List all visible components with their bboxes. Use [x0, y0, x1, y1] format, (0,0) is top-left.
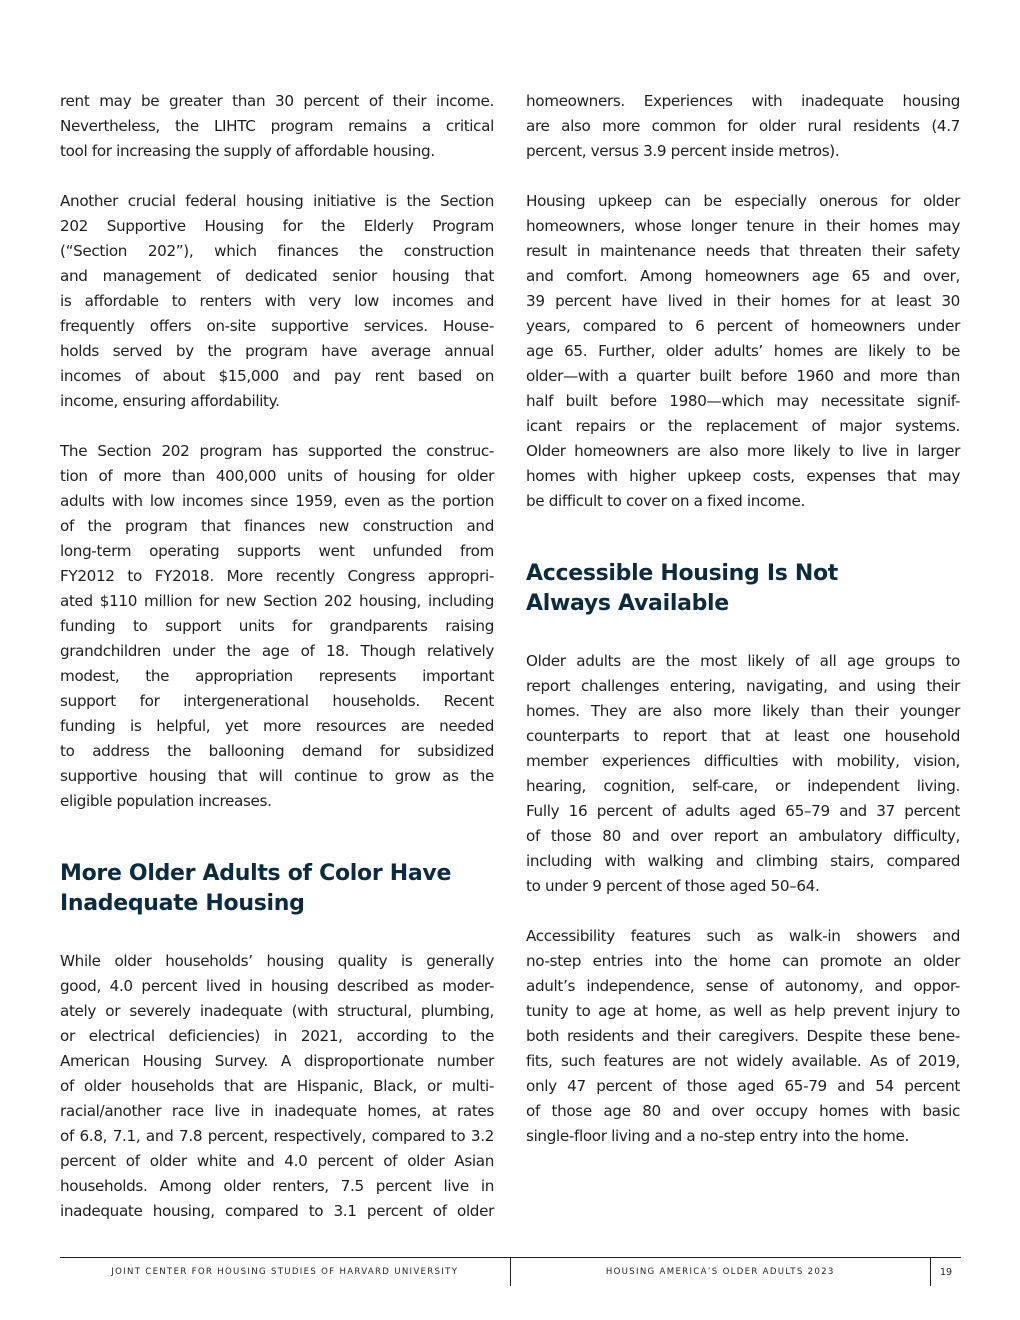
text-line: hearing, cognition, self-care, or independent living. [526, 777, 960, 795]
text-line: Older homeowners are also more likely to live in larger [526, 442, 960, 460]
section-heading-line: Always Available [526, 591, 729, 616]
text-line: good, 4.0 percent lived in housing described as moder- [60, 977, 494, 995]
paragraph-accessibility-challenges [526, 649, 960, 899]
text-line: fits, such features are not widely available. As of 2019, [526, 1052, 960, 1070]
text-line: homes. They are also more likely than their younger [526, 702, 960, 720]
text-line: and management of dedicated senior housing that [60, 267, 494, 285]
text-line: to under 9 percent of those aged 50–64. [526, 877, 820, 895]
text-line: Nevertheless, the LIHTC program remains a critical [60, 117, 494, 135]
text-line: While older households’ housing quality is generally [60, 952, 494, 970]
paragraph-section-202-history [60, 439, 494, 814]
text-line: modest, the appropriation represents important [60, 667, 494, 685]
text-line: of 6.8, 7.1, and 7.8 percent, respectively, compared to 3.2 [60, 1127, 494, 1145]
text-line: inadequate housing, compared to 3.1 percent of older [60, 1202, 494, 1220]
text-line: support for intergenerational households. Recent [60, 692, 494, 710]
text-line: holds served by the program have average annual [60, 342, 494, 360]
paragraph-housing-upkeep [526, 189, 960, 514]
text-line: homes with higher upkeep costs, expenses that may [526, 467, 960, 485]
text-line: Fully 16 percent of adults aged 65–79 and 37 percent [526, 802, 960, 820]
paragraph-inadequate-housing [60, 949, 494, 1224]
section-heading-line: Accessible Housing Is Not [526, 561, 839, 586]
text-line: eligible population increases. [60, 792, 272, 810]
text-line: incomes of about $15,000 and pay rent based on [60, 367, 494, 385]
text-line: of the program that finances new construction and [60, 517, 494, 535]
text-line: and comfort. Among homeowners age 65 and over, [526, 267, 960, 285]
text-line: years, compared to 6 percent of homeowners under [526, 317, 960, 335]
text-line: icant repairs or the replacement of major systems. [526, 417, 960, 435]
text-line: funding to support units for grandparents raising [60, 617, 494, 635]
text-line: member experiences difficulties with mobility, vision, [526, 752, 960, 770]
text-line: homeowners. Experiences with inadequate housing [526, 92, 960, 110]
text-line: 202 Supportive Housing for the Elderly Program [60, 217, 494, 235]
text-line: of those age 80 and over occupy homes with basic [526, 1102, 960, 1120]
right-column [526, 89, 960, 1174]
text-line: are also more common for older rural residents (4.7 [526, 117, 960, 135]
text-line: funding is helpful, yet more resources are needed [60, 717, 494, 735]
text-line: Accessibility features such as walk-in showers and [526, 927, 960, 945]
text-line: no-step entries into the home can promote an older [526, 952, 960, 970]
text-line: rent may be greater than 30 percent of their income. [60, 92, 494, 110]
paragraph-accessibility-features [526, 924, 960, 1149]
text-line: is affordable to renters with very low incomes and [60, 292, 494, 310]
page-footer [60, 1258, 961, 1286]
text-line: Housing upkeep can be especially onerous for older [526, 192, 960, 210]
text-line: households. Among older renters, 7.5 percent live in [60, 1177, 494, 1195]
text-line: homeowners, whose longer tenure in their homes may [526, 217, 960, 235]
text-line: or electrical deficiencies) in 2021, according to the [60, 1027, 494, 1045]
text-line: income, ensuring affordability. [60, 392, 280, 410]
paragraph-lihtc-conclusion [60, 89, 494, 164]
text-line: percent, versus 3.9 percent inside metros). [526, 142, 840, 160]
text-line: tion of more than 400,000 units of housing for older [60, 467, 494, 485]
text-line: tool for increasing the supply of affordable housing. [60, 142, 435, 160]
text-line: frequently offers on-site supportive services. House- [60, 317, 494, 335]
text-line: Older adults are the most likely of all age groups to [526, 652, 960, 670]
text-line: percent of older white and 4.0 percent of older Asian [60, 1152, 494, 1170]
text-line: long-term operating supports went unfunded from [60, 542, 494, 560]
text-line: single-floor living and a no-step entry into the home. [526, 1127, 909, 1145]
text-line: adult’s independence, sense of autonomy, and oppor- [526, 977, 960, 995]
text-line: grandchildren under the age of 18. Though relatively [60, 642, 494, 660]
text-line: both residents and their caregivers. Despite these bene- [526, 1027, 960, 1045]
text-line: ated $110 million for new Section 202 housing, including [60, 592, 494, 610]
left-column [60, 89, 494, 1249]
section-heading-line: More Older Adults of Color Have [60, 861, 452, 886]
text-line: counterparts to report that at least one household [526, 727, 960, 745]
text-line: tunity to age at home, as well as help prevent injury to [526, 1002, 960, 1020]
text-line: supportive housing that will continue to grow as the [60, 767, 494, 785]
text-line: age 65. Further, older adults’ homes are likely to be [526, 342, 960, 360]
text-line: The Section 202 program has supported the construc- [60, 442, 494, 460]
text-line: adults with low incomes since 1959, even as the portion [60, 492, 494, 510]
text-line: half built before 1980—which may necessitate signif- [526, 392, 960, 410]
text-line: result in maintenance needs that threaten their safety [526, 242, 960, 260]
text-line: only 47 percent of those aged 65-79 and 54 percent [526, 1077, 960, 1095]
text-line: American Housing Survey. A disproportionate number [60, 1052, 494, 1070]
text-line: (“Section 202”), which finances the construction [60, 242, 494, 260]
text-line: report challenges entering, navigating, and using their [526, 677, 960, 695]
text-line: be difficult to cover on a fixed income. [526, 492, 805, 510]
text-line: including with walking and climbing stairs, compared [526, 852, 960, 870]
footer-publisher: JOINT CENTER FOR HOUSING STUDIES OF HARVARD UNIVERSITY [60, 1258, 511, 1286]
text-line: racial/another race live in inadequate homes, at rates [60, 1102, 494, 1120]
text-line: 39 percent have lived in their homes for at least 30 [526, 292, 960, 310]
section-heading-older-adults-of-color [60, 859, 494, 919]
text-line: older—with a quarter built before 1960 and more than [526, 367, 960, 385]
footer-report-title: HOUSING AMERICA’S OLDER ADULTS 2023 [511, 1258, 932, 1286]
text-line: of those 80 and over report an ambulatory difficulty, [526, 827, 960, 845]
text-line: to address the ballooning demand for subsidized [60, 742, 494, 760]
text-line: FY2012 to FY2018. More recently Congress appropri- [60, 567, 494, 585]
paragraph-section-202-intro [60, 189, 494, 414]
page-number: 19 [939, 1266, 953, 1278]
section-heading-line: Inadequate Housing [60, 891, 305, 916]
section-heading-accessible-housing [526, 559, 960, 619]
text-line: of older households that are Hispanic, Black, or multi- [60, 1077, 494, 1095]
paragraph-rural-inadequate-housing [526, 89, 960, 164]
text-line: Another crucial federal housing initiative is the Section [60, 192, 494, 210]
text-line: ately or severely inadequate (with structural, plumbing, [60, 1002, 494, 1020]
